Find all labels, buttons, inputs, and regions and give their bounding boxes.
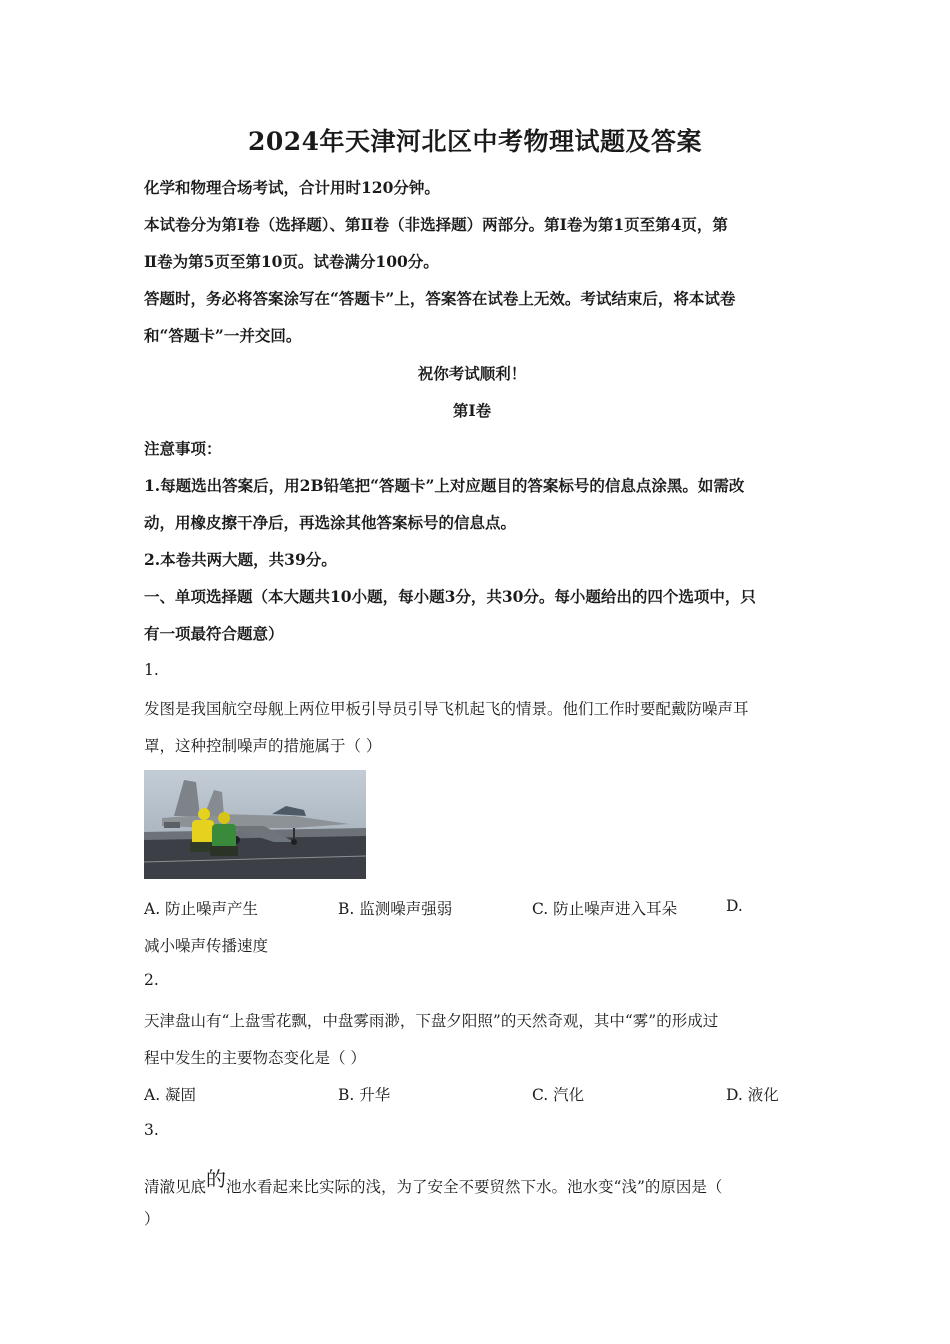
intro-line-3: Ⅱ卷为第5页至第10页。试卷满分100分。: [144, 252, 439, 271]
q1-stem-line-2: 罩，这种控制噪声的措施属于（ ）: [144, 737, 382, 755]
q1-option-a: A. 防止噪声产生: [144, 900, 259, 918]
notes-item-1-line-2: 动，用橡皮擦干净后，再选涂其他答案标号的信息点。: [144, 513, 517, 532]
q1-option-b: B. 监测噪声强弱: [338, 900, 453, 918]
intro-line-4: 答题时，务必将答案涂写在“答题卡”上，答案答在试卷上无效。考试结束后，将本试卷: [144, 289, 736, 308]
q2-option-d: D. 液化: [726, 1086, 779, 1104]
q1-option-d: D.: [726, 897, 743, 915]
q1-stem-line-1: 发图是我国航空母舰上两位甲板引导员引导飞机起飞的情景。他们工作时要配戴防噪声耳: [144, 700, 749, 718]
notes-heading: 注意事项：: [144, 439, 222, 458]
q1-number: 1.: [144, 661, 159, 679]
q3-stem-line-1: [144, 1169, 809, 1198]
intro-line-5: 和“答题卡”一并交回。: [144, 326, 302, 345]
q2-stem-line-2: 程中发生的主要物态变化是（ ）: [144, 1049, 366, 1067]
q2-option-b: B. 升华: [338, 1086, 391, 1104]
intro-line-1: 化学和物理合场考试，合计用时120分钟。: [144, 178, 440, 197]
q3-stem-particle: 的: [206, 1167, 227, 1191]
q2-option-c: C. 汽化: [532, 1086, 585, 1104]
carrier-deck-photo: [144, 770, 366, 879]
volume-heading: 第Ⅰ卷: [452, 401, 492, 420]
intro-line-2: 本试卷分为第Ⅰ卷（选择题）、第Ⅱ卷（非选择题）两部分。第Ⅰ卷为第1页至第4页，第: [144, 215, 728, 234]
notes-item-2: 2.本卷共两大题，共39分。: [144, 550, 337, 569]
q3-number: 3.: [144, 1121, 159, 1139]
q3-stem-end: 池水看起来比实际的浅，为了安全不要贸然下水。池水变“浅”的原因是（: [226, 1178, 723, 1196]
section-1-heading-line-2: 有一项最符合题意）: [144, 624, 284, 643]
page-title: 2024年天津河北区中考物理试题及答案: [247, 127, 703, 156]
q2-stem-line-1: 天津盘山有“上盘雪花飘，中盘雾雨渺，下盘夕阳照”的天然奇观，其中“雾”的形成过: [144, 1012, 719, 1030]
q2-option-a: A. 凝固: [144, 1086, 197, 1104]
section-1-heading-line-1: 一、单项选择题（本大题共10小题，每小题3分，共30分。每小题给出的四个选项中，只: [144, 587, 756, 606]
notes-item-1-line-1: 1.每题选出答案后，用2B铅笔把“答题卡”上对应题目的答案标号的信息点涂黑。如需改: [144, 476, 745, 495]
q3-stem-line-2: ）: [144, 1210, 160, 1228]
q1-option-d-text: 减小噪声传播速度: [144, 937, 269, 955]
q2-number: 2.: [144, 971, 159, 989]
q3-stem-start: 清澈见底: [144, 1178, 207, 1196]
wish-text: 祝你考试顺利！: [417, 364, 527, 383]
q1-option-c: C. 防止噪声进入耳朵: [532, 900, 678, 918]
